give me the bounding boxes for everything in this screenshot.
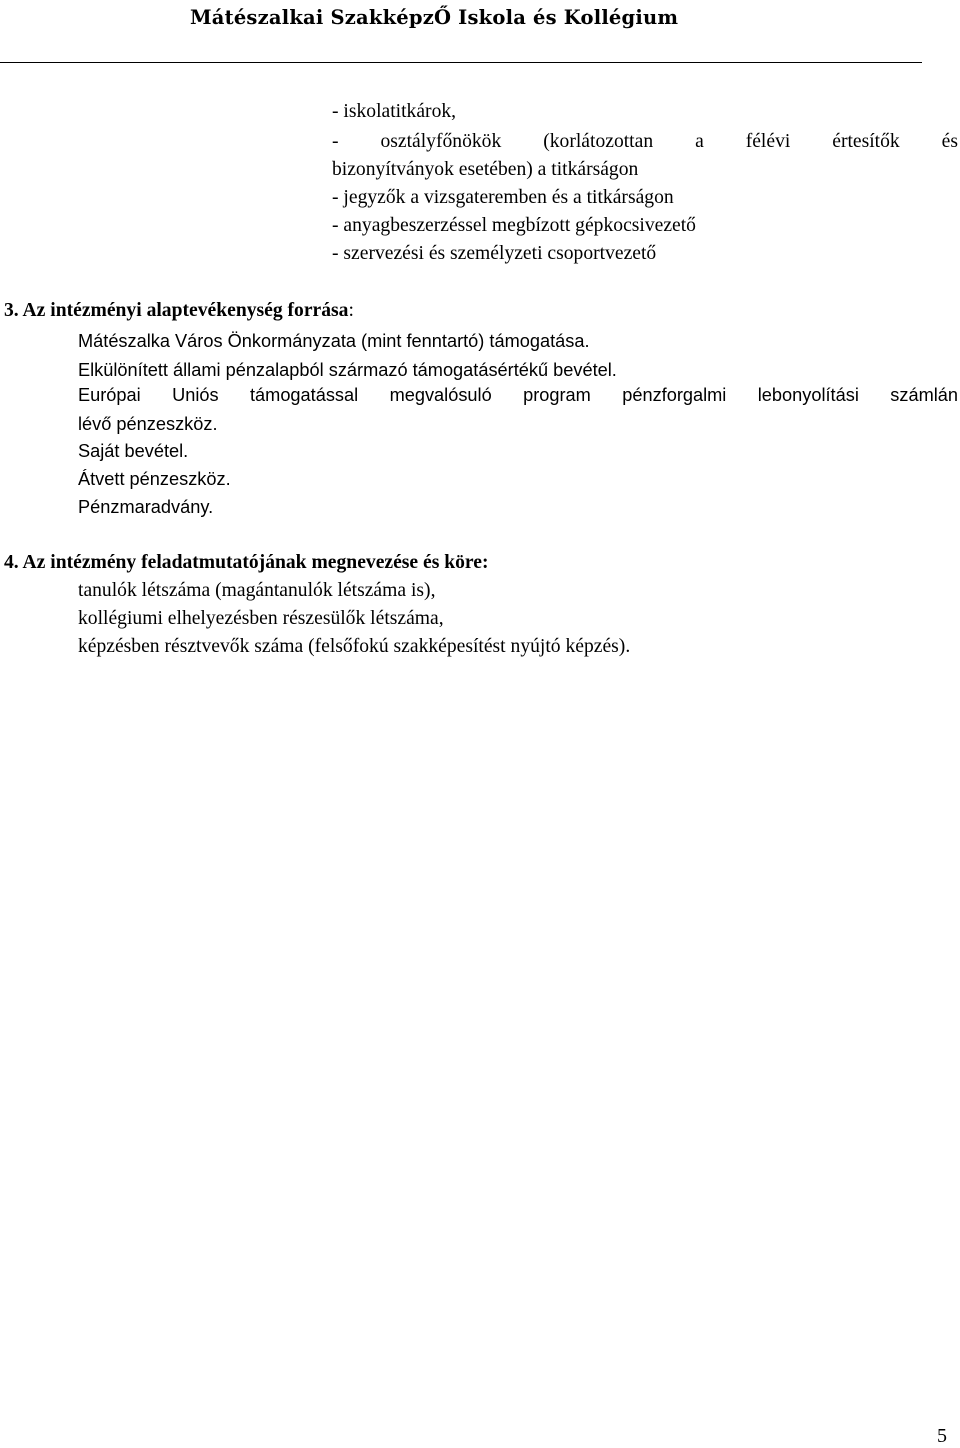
list-item: - osztályfőnökök (korlátozottan a félévi értesítők és: [332, 131, 958, 152]
header-title: Mátészalkai SzakképzŐ Iskola és Kollégium: [190, 6, 679, 29]
section-3-line: Európai Uniós támogatással megvalósuló program pénzforgalmi lebonyolítási számlán: [78, 385, 958, 405]
section-3-line: Pénzmaradvány.: [78, 497, 214, 517]
section-4-line: kollégiumi elhelyezésben részesülők létszáma,: [78, 608, 444, 629]
list-item: - szervezési és személyzeti csoportvezető: [332, 243, 657, 264]
section-3-line: Mátészalka Város Önkormányzata (mint fenntartó) támogatása.: [78, 331, 590, 351]
list-item: bizonyítványok esetében) a titkárságon: [332, 159, 639, 180]
section-4-line: tanulók létszáma (magántanulók létszáma is),: [78, 580, 436, 601]
list-item: - anyagbeszerzéssel megbízott gépkocsivezető: [332, 215, 696, 236]
section-3-line: Saját bevétel.: [78, 441, 189, 461]
section-3-heading-text: 3. Az intézményi alaptevékenység forrása: [4, 300, 349, 321]
list-item: - iskolatitkárok,: [332, 101, 457, 122]
section-3-line: lévő pénzeszköz.: [78, 414, 218, 434]
section-3-line: Átvett pénzeszköz.: [78, 469, 231, 489]
section-4-line: képzésben résztvevők száma (felsőfokú szakképesítést nyújtó képzés).: [78, 636, 631, 657]
section-3-line: Elkülönített állami pénzalapból származó támogatásértékű bevétel.: [78, 360, 617, 380]
section-4-heading: 4. Az intézmény feladatmutatójának megnevezése és köre:: [4, 552, 489, 573]
section-3-heading: [4, 299, 354, 323]
list-item: - jegyzők a vizsgateremben és a titkárságon: [332, 187, 674, 208]
page-number: 5: [937, 1425, 947, 1447]
header-divider: [0, 62, 922, 63]
section-3-heading-colon: :: [348, 300, 354, 321]
